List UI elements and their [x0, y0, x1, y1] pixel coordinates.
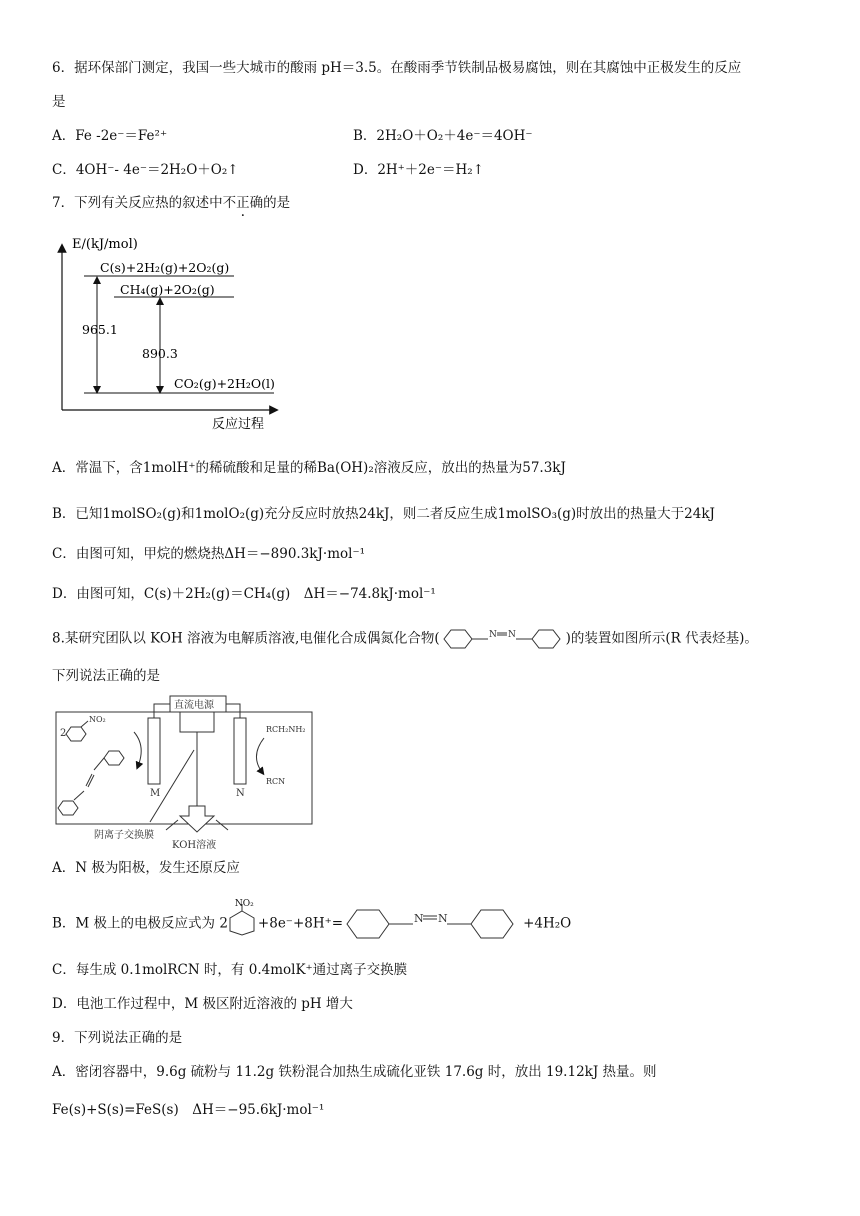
electrolysis-apparatus: [54, 694, 316, 852]
energy-ylabel: E/(kJ/mol): [72, 237, 138, 252]
q7-option-a: A．常温下，含1molH⁺的稀硫酸和足量的稀Ba(OH)₂溶液反应，放出的热量为57.3kJ: [52, 460, 566, 476]
q8-option-a: A．N 极为阳极，发生还原反应: [52, 860, 240, 876]
membrane-label: 阴离子交换膜: [94, 830, 154, 841]
q8-option-b-nitro-label: NO₂: [234, 899, 254, 909]
electrode-n-label: N: [236, 788, 245, 799]
electrode-n: [234, 718, 246, 784]
q7-option-b: B．已知1molSO₂(g)和1molO₂(g)充分反应时放热24kJ，则二者反应生成1molSO₃(g)时放出的热量大于24kJ: [52, 506, 715, 522]
q6-stem-line2: 是: [52, 94, 66, 110]
q8-stem-line2: 下列说法正确的是: [52, 668, 160, 684]
q6-option-d: D．2H⁺＋2e⁻＝H₂↑: [353, 162, 485, 178]
svg-text:N: N: [507, 630, 516, 640]
q8-option-b-post: +4H₂O: [523, 915, 572, 932]
nitrile-label: RCN: [266, 777, 286, 786]
q8-option-d: D．电池工作过程中，M 极区附近溶液的 pH 增大: [52, 996, 353, 1012]
energy-level-mid-label: CH₄(g)+2O₂(g): [120, 282, 215, 297]
q7-stem-emphasis: 不正确: [222, 195, 264, 211]
energy-xlabel: 反应过程: [212, 417, 265, 432]
q6-option-c: C．4OH⁻- 4e⁻＝2H₂O＋O₂↑: [52, 162, 239, 178]
svg-text:N: N: [488, 630, 497, 640]
q8-option-c: C．每生成 0.1molRCN 时，有 0.4molK⁺通过离子交换膜: [52, 962, 408, 978]
q9-option-a: A．密闭容器中，9.6g 硫粉与 11.2g 铁粉混合加热生成硫化亚铁 17.6g 时，放出 19.12kJ 热量。则: [52, 1064, 657, 1080]
q7-option-c: C．由图可知，甲烷的燃烧热ΔH＝−890.3kJ·mol⁻¹: [52, 546, 365, 562]
electrode-m: [148, 718, 160, 784]
nitro-group-label: NO₂: [89, 715, 106, 724]
nitro-coefficient: 2: [60, 728, 67, 739]
q6-option-b: B．2H₂O＋O₂＋4e⁻＝4OH⁻: [353, 128, 533, 144]
svg-text:N: N: [438, 912, 448, 925]
energy-value-left: 965.1: [82, 322, 118, 337]
koh-solution-label: KOH溶液: [172, 840, 217, 851]
q7-stem: [52, 193, 290, 213]
q8-stem-pre: 8.某研究团队以 KOH 溶液为电解质溶液,电催化合成偶氮化合物(: [52, 630, 440, 647]
energy-level-top-label: C(s)+2H₂(g)+2O₂(g): [100, 260, 230, 275]
energy-level-bottom-label: CO₂(g)+2H₂O(l): [174, 376, 275, 391]
svg-text:N: N: [414, 912, 424, 925]
q9-stem: 9．下列说法正确的是: [52, 1030, 183, 1046]
q6-stem-line1: 6．据环保部门测定，我国一些大城市的酸雨 pH＝3.5。在酸雨季节铁制品极易腐蚀，则在其腐蚀中正极发生的反应: [52, 60, 742, 76]
azo-product-ring-upper: [104, 751, 124, 765]
q8-option-b-mid: +8e⁻+8H⁺=: [257, 915, 344, 932]
nitrobenzene-structure: [228, 902, 258, 936]
nitrobenzene-ring: [66, 727, 86, 741]
q6-option-a: A．Fe -2e⁻＝Fe²⁺: [52, 128, 168, 144]
q8-option-b-pre: B．M 极上的电极反应式为 2: [52, 915, 228, 932]
azobenzene-inline-structure: [440, 627, 566, 651]
q8-option-b: [52, 899, 572, 942]
q8-stem-post: )的装置如图所示(R 代表烃基)。: [565, 630, 758, 647]
energy-value-right: 890.3: [142, 346, 178, 361]
azo-product-ring-lower: [58, 801, 78, 815]
q7-stem-pre: 7．下列有关反应热的叙述中: [52, 195, 223, 211]
q8-stem-line1: [52, 627, 758, 651]
q7-stem-post: 的是: [263, 195, 291, 211]
q7-option-d: D．由图可知，C(s)＋2H₂(g)＝CH₄(g) ΔH＝−74.8kJ·mol⁻¹: [52, 586, 436, 602]
azobenzene-structure: [343, 906, 523, 942]
q9-option-a-equation: Fe(s)+S(s)=FeS(s) ΔH＝−95.6kJ·mol⁻¹: [52, 1102, 325, 1118]
energy-diagram: [52, 228, 292, 438]
amine-label: RCH₂NH₂: [266, 725, 306, 734]
power-source-label: 直流电源: [174, 700, 214, 711]
electrode-m-label: M: [150, 788, 161, 799]
